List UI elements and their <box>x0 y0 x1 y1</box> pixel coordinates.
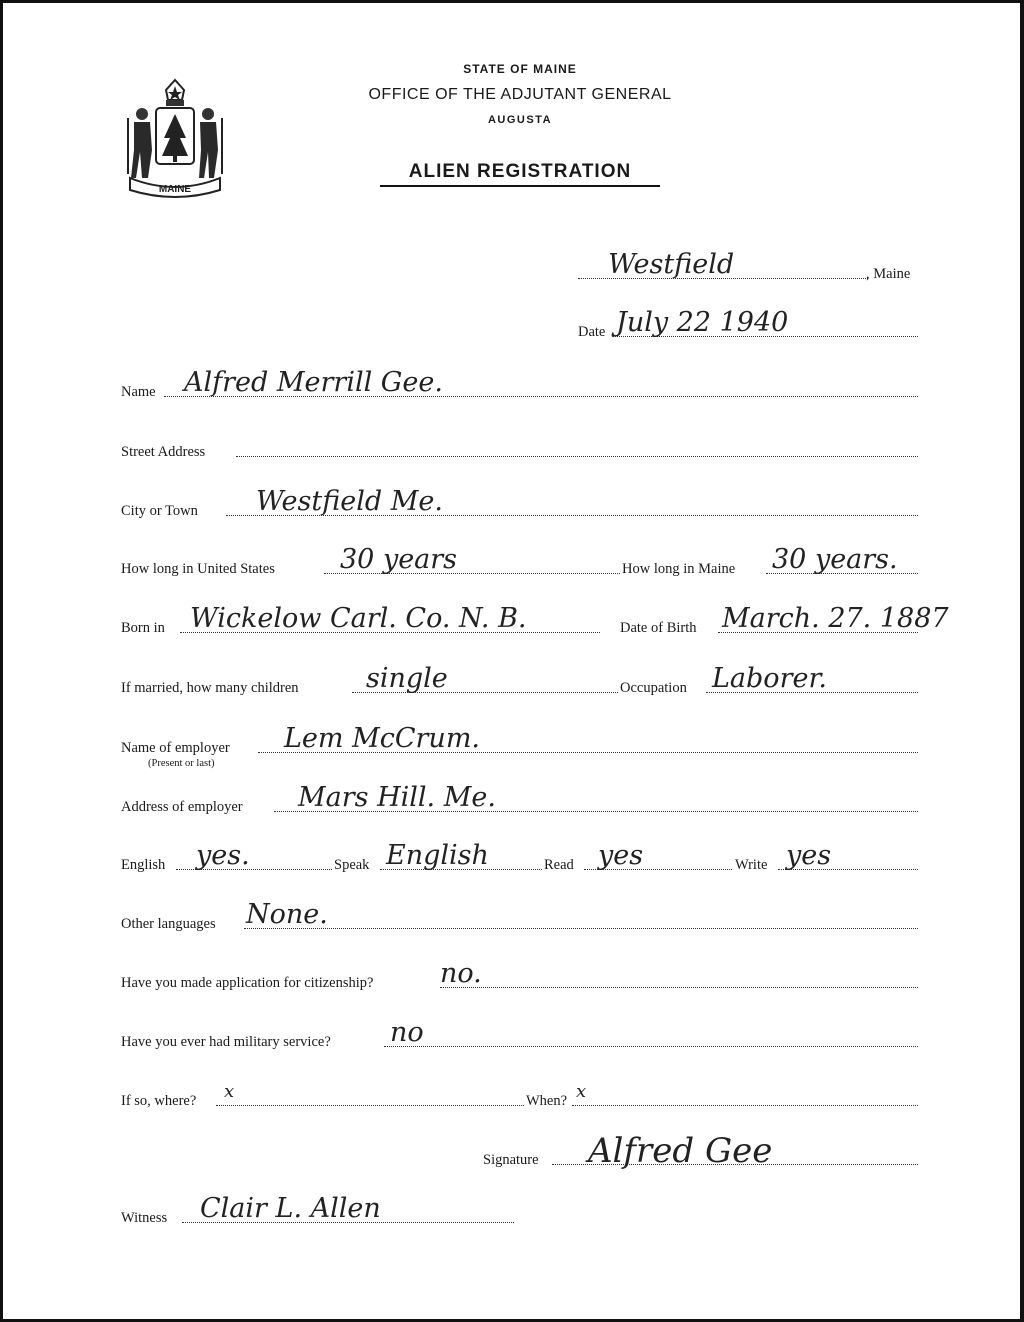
where-line <box>216 1105 524 1106</box>
street-label: Street Address <box>121 444 206 460</box>
citizenship-label: Have you made application for citizenship? <box>121 975 374 991</box>
citizenship-field <box>0 958 1024 991</box>
when-label: When? <box>526 1093 568 1109</box>
language-ability-field <box>0 840 1024 873</box>
place-field <box>0 249 1024 282</box>
maine-value[interactable]: 30 years. <box>772 544 898 575</box>
where-label: If so, where? <box>121 1093 197 1109</box>
birth-field <box>0 603 1024 636</box>
seal-banner-text: MAINE <box>158 184 192 195</box>
other-languages-line <box>244 928 918 929</box>
military-value[interactable]: no <box>390 1017 424 1048</box>
witness-field <box>0 1193 1024 1226</box>
employer-sublabel: (Present or last) <box>148 758 215 769</box>
city-field <box>0 486 1024 519</box>
military-line <box>384 1046 918 1047</box>
header-office: OFFICE OF THE ADJUTANT GENERAL <box>368 86 672 103</box>
witness-label: Witness <box>121 1210 168 1226</box>
born-label: Born in <box>121 620 165 636</box>
citizenship-line <box>440 987 918 988</box>
employer-field <box>0 723 1024 769</box>
when-line <box>572 1105 918 1106</box>
signature-value[interactable]: Alfred Gee <box>588 1131 773 1171</box>
maine-label: How long in Maine <box>622 561 736 577</box>
employer-address-field <box>0 782 1024 815</box>
us-value[interactable]: 30 years <box>340 544 458 575</box>
dob-label: Date of Birth <box>620 620 697 636</box>
occupation-label: Occupation <box>620 680 687 696</box>
city-label: City or Town <box>121 503 198 519</box>
english-value[interactable]: yes. <box>196 840 250 871</box>
form-title: ALIEN REGISTRATION <box>380 161 660 187</box>
service-detail-field <box>0 1079 1024 1109</box>
read-label: Read <box>544 857 574 873</box>
city-value[interactable]: Westfield Me. <box>256 486 443 517</box>
when-value[interactable]: x <box>576 1081 587 1102</box>
family-occupation-field <box>0 663 1024 696</box>
place-value[interactable]: Westfield <box>608 249 735 280</box>
speak-value[interactable]: English <box>386 840 489 871</box>
occupation-value[interactable]: Laborer. <box>712 663 827 694</box>
english-label: English <box>121 857 166 873</box>
header-city: AUGUSTA <box>487 114 553 126</box>
write-value[interactable]: yes <box>786 840 832 871</box>
other-languages-value[interactable]: None. <box>246 899 328 930</box>
where-value[interactable]: x <box>224 1081 235 1102</box>
born-value[interactable]: Wickelow Carl. Co. N. B. <box>190 603 527 634</box>
header-state: STATE OF MAINE <box>463 62 577 76</box>
employer-address-label: Address of employer <box>121 799 243 815</box>
speak-label: Speak <box>334 857 370 873</box>
name-value[interactable]: Alfred Merrill Gee. <box>184 367 443 398</box>
other-languages-field <box>0 899 1024 932</box>
write-label: Write <box>735 857 768 873</box>
employer-value[interactable]: Lem McCrum. <box>284 723 481 754</box>
military-label: Have you ever had military service? <box>121 1034 331 1050</box>
other-languages-label: Other languages <box>121 916 216 932</box>
date-field <box>0 307 1024 340</box>
dob-value[interactable]: March. 27. 1887 <box>722 603 949 634</box>
name-field <box>0 367 1024 400</box>
residence-field <box>0 544 1024 577</box>
signature-field <box>0 1131 1024 1171</box>
date-value[interactable]: July 22 1940 <box>616 307 789 338</box>
military-field <box>0 1017 1024 1050</box>
employer-label: Name of employer <box>121 740 230 756</box>
married-label: If married, how many children <box>121 680 299 696</box>
signature-label: Signature <box>483 1152 539 1168</box>
employer-address-value[interactable]: Mars Hill. Me. <box>298 782 496 813</box>
married-value[interactable]: single <box>366 663 448 694</box>
name-label: Name <box>121 384 156 400</box>
date-label: Date <box>578 324 606 340</box>
street-field <box>0 430 1024 460</box>
us-label: How long in United States <box>121 561 275 577</box>
witness-value[interactable]: Clair L. Allen <box>200 1193 381 1224</box>
citizenship-value[interactable]: no. <box>440 958 482 989</box>
place-suffix: , Maine <box>866 266 911 282</box>
read-value[interactable]: yes <box>598 840 644 871</box>
street-line <box>236 456 918 457</box>
